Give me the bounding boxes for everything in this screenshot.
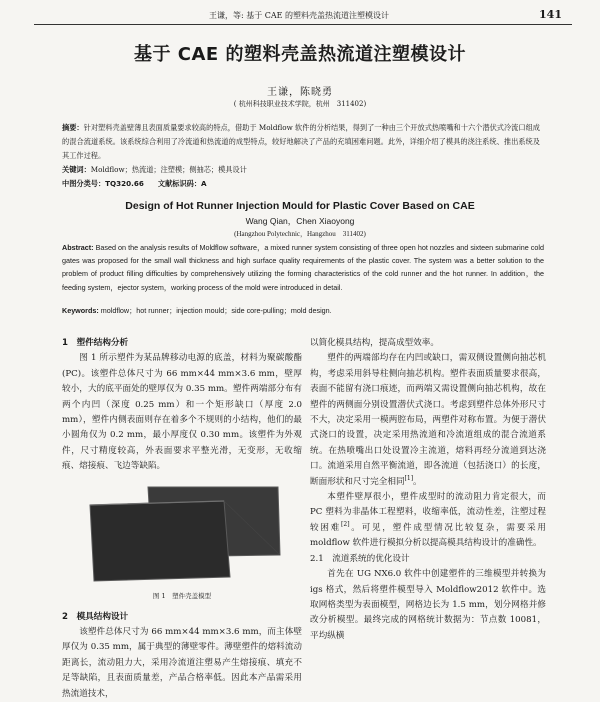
doc-code-label: 文献标识码： (157, 179, 202, 188)
keywords-en-text: moldflow；hot runner；injection mould；side core-pulling；mold design. (100, 306, 332, 315)
section-1-heading: 1 塑件结构分析 (62, 338, 129, 348)
page-number: 141 (539, 8, 562, 21)
plastic-cover-model-image (86, 483, 282, 583)
right-paragraph-3 (310, 490, 546, 552)
right-paragraph-2: 塑件的两端部均存在内凹或缺口，需双侧设置侧向抽芯机构，考虑采用斜导柱侧向抽芯机构。塑件表面质量要求很高，表面不能留有浇口痕迹，而两端又需设置侧向抽芯机构，故在塑件的两侧面分别设置潜伏式浇口。考虑到塑件总体外形尺寸不大，决定采用一模两腔布局，两塑件对称布置。为便于潜伏式浇口的设置，决定采用热流道和冷流道组成的混合流道系统。在热喷嘴出口处设置冷主流道，熔料再经分流道到达浇口。流道采用自然平衡流道，即各流道（包括浇口）的长度，断面形状和尺寸完全相同[1]。 (310, 353, 546, 487)
authors-cn: 王谦，陈晓勇 (267, 87, 333, 98)
figure-1-caption: 图 1 塑件壳盖模型 (152, 591, 212, 600)
abstract-en-text: Based on the analysis results of Moldflow software，a mixed runner system consisting of three open hot nozzles and sixteen submarine cold gates was proposed for the small wall thickness and high surface quality requirements of the plastic cover. The system was a better solution to the problem of product filling difficulties by comprehensively utilizing the forming characteristics of the cold runner and the hot runner. In addition，the feeding system，ejector system，working process of the mold were introduced in detail. (62, 243, 544, 292)
keywords-cn (62, 164, 540, 176)
right-paragraph-1: 以简化模具结构，提高成型效率。 (310, 338, 439, 348)
abstract-cn-label: 摘要： (62, 123, 84, 132)
affiliation-en: (Hangzhou Polytechnic，Hangzhou 311402) (234, 230, 366, 238)
clc-value: TQ320.66 (105, 179, 144, 188)
citation-2: [2] (341, 521, 350, 529)
keywords-en (62, 305, 544, 317)
cover-part-front (90, 501, 230, 581)
subsection-2-1-heading: 2.1 流道系统的优化设计 (310, 553, 410, 564)
keywords-en-label: Keywords: (62, 306, 99, 315)
section-2-paragraph: 该塑件总体尺寸为 66 mm×44 mm×3.6 mm，而主体壁厚仅为 0.35 mm，属于典型的薄壁零件。薄壁塑件的熔料流动距离长，流动阻力大，采用冷流道注塑易产生熔接痕、填充不足等缺陷，且表面质量差，产品合格率低。因此本产品需采用热流道技术， (62, 627, 302, 699)
abstract-en-label: Abstract: (62, 243, 94, 252)
clc-label: 中图分类号： (62, 179, 106, 188)
keywords-cn-text: Moldflow；热流道；注塑模；侧抽芯；模具设计 (90, 165, 247, 174)
right-paragraph-2-text: 塑件的两端部均存在内凹或缺口，需双侧设置侧向抽芯机构，考虑采用斜导柱侧向抽芯机构。塑件表面质量要求很高，表面不能留有浇口痕迹，而两端又需设置侧向抽芯机构，故在塑件的两侧面分别设置潜伏式浇口。考虑到塑件总体外形尺寸不大，决定采用一模两腔布局，两塑件对称布置。为便于潜伏式浇口的设置，决定采用热流道和冷流道组成的混合流道系统。在热喷嘴出口处设置冷主流道，熔料再经分流道到达浇口。流道采用自然平衡流道，即各流道（包括浇口）的长度，断面形状和尺寸完全相同 (310, 353, 546, 487)
abstract-en (62, 241, 544, 294)
section-1-paragraph: 图 1 所示塑件为某品牌移动电源的底盖，材料为聚碳酸酯(PC)。该塑件总体尺寸为 66 mm×44 mm×3.6 mm，壁厚较小，大的底平面处的壁厚仅为 0.35 mm。塑件两端部分布有两个内凹（深度 0.25 mm）和一个矩形缺口（厚度 2.0 mm），塑件内侧表面则存在着多个不规则的小结构，他们的最小圆角仅为 0.2 mm，最小厚度仅 0.30 mm。该塑件为外观件，尺寸精度较高，外表面要求平整光滑，无变形，无收缩痕、熔接痕、飞边等缺陷。 (62, 353, 302, 472)
classification-cn (62, 178, 540, 190)
running-header (34, 8, 572, 25)
doc-code-value: A (201, 179, 207, 188)
right-paragraph-4: 首先在 UG NX6.0 软件中创建塑件的三维模型并转换为 igs 格式，然后将塑件模型导入 Moldflow2012 软件中。选取网格类型为表面模型，网格边长为 1.5 mm，划分网格并修改分析模型。最终完成的网格统计数据为：节点数 10081，平均纵横 (310, 569, 546, 641)
figure-1 (62, 477, 302, 610)
paper-title-en: Design of Hot Runner Injection Mould for Plastic Cover Based on CAE (125, 200, 475, 212)
right-paragraph-3-text: 本塑件壁厚很小，塑件成型时的流动阻力肯定很大，而 PC 塑料为非晶体工程塑料，收缩率低，流动性差，注塑过程较困难 (310, 492, 546, 533)
section-2-heading: 2 模具结构设计 (62, 611, 129, 622)
authors-en: Wang Qian，Chen Xiaoyong (245, 216, 355, 226)
keywords-cn-label: 关键词： (62, 165, 91, 174)
paper-title-cn: 基于 CAE 的塑料壳盖热流道注塑模设计 (134, 44, 466, 65)
right-column (310, 336, 546, 644)
running-title: 王谦，等: 基于 CAE 的塑料壳盖热流道注塑模设计 (209, 11, 390, 20)
right-paragraph-3-tail: 。可见，塑件成型情况比较复杂，需要采用 moldflow 软件进行模拟分析以提高模具结构设计的准确性。 (310, 522, 546, 549)
citation-1: [1] (404, 474, 414, 482)
abstract-cn-text: 针对塑料壳盖壁薄且表面质量要求较高的特点，借助于 Moldflow 软件的分析结果，得到了一种由三个开放式热喷嘴和十六个潜伏式冷流口组成的混合流道系统。该系统综合利用了冷流道和热流道的成型特点，较好地解决了产品的充填困难问题。此外，详细介绍了模具的浇注系统、推出系统及其工作过程。 (62, 123, 540, 160)
left-column (62, 336, 302, 702)
affiliation-cn: ( 杭州科技职业技术学院，杭州 311402) (233, 100, 367, 108)
abstract-cn (62, 121, 540, 163)
